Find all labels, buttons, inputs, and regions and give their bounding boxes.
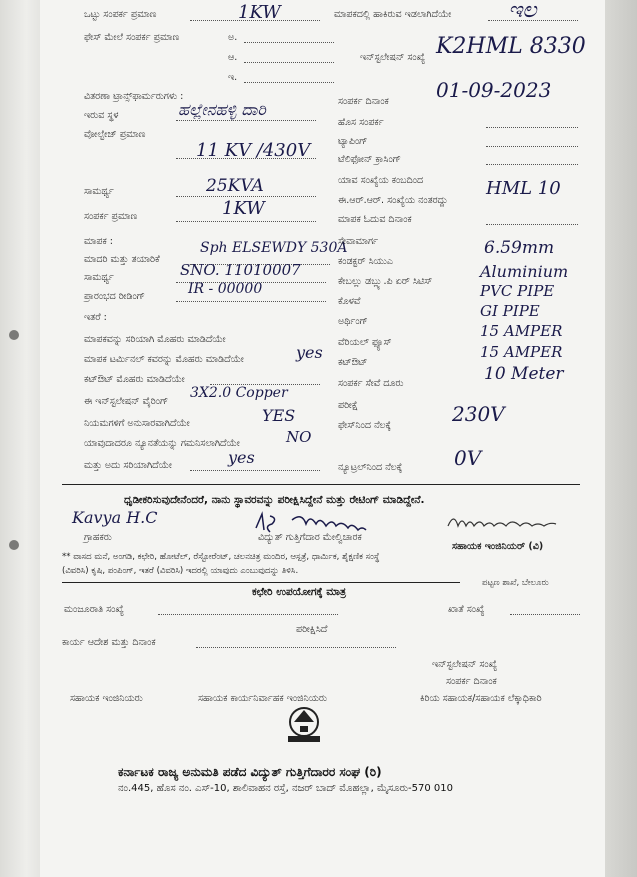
fill-line: [486, 127, 578, 128]
right-label: ಸಂಪರ್ಕ ದಿನಾಂಕ: [338, 96, 389, 107]
fill-line: [176, 301, 326, 302]
footer-title: ಕರ್ನಾಟಕ ರಾಜ್ಯ ಅನುಮತಿ ಪಡೆದ ವಿದ್ಯುತ್ ಗುತ್ತಿಗೆದಾರರ ಸಂಘ (ರಿ): [118, 765, 382, 779]
hw-meter-make: Sph ELSEWDY 530A: [200, 240, 348, 256]
hw-as-per-rules: YES: [262, 406, 296, 425]
left-label: ಇತರೆ :: [84, 312, 107, 323]
hw-phase-earth: 230V: [452, 402, 505, 426]
office-stamp: ಪಟ್ಟಣ ಶಾಖೆ, ಬೇಲೂರು: [482, 578, 549, 588]
note-line: ** ವಾಸದ ಮನೆ, ಅಂಗಡಿ, ಕಛೇರಿ, ಹೋಟೆಲ್, ರೆಸ್ಟೋರೆಂಟ್, ಚಲನಚಿತ್ರ ಮಂದಿರ, ಆಸ್ಪತ್ರೆ, ಧಾರ್ಮಿಕ, ಶೈಕ್ಷಣಿಕ ಸಂಸ್ಥೆ: [62, 552, 380, 562]
right-label: ನ್ಯೂಟ್ರಲ್‌ನಿಂದ ನೆಲಕ್ಕೆ: [338, 462, 403, 473]
hw-installation-no: K2HML 8330: [436, 34, 586, 59]
right-label: ಯಾವ ಸಂಖ್ಯೆಯ ಕಂಬದಿಂದ: [338, 175, 424, 186]
verified-label: ಪರೀಕ್ಷಿಸಿದೆ: [296, 624, 328, 635]
engineer-signature: [444, 510, 574, 536]
right-label: ವೆರಿಯಲ್ ಫ್ಯೂಸ್: [338, 337, 392, 348]
hw-location: ಹಲ್ಲೇನಹಳ್ಳಿ ದಾರಿ: [178, 100, 266, 119]
right-label: ಸಂಪರ್ಕ ಸೇವೆ ದೂರು: [338, 378, 404, 389]
consumer-signature: Kavya H.C: [72, 508, 158, 527]
association-emblem: [282, 704, 326, 744]
left-label: ಮತ್ತು ಅದು ಸರಿಯಾಗಿದೆಯೇ: [84, 460, 172, 471]
engineer-label: ಸಹಾಯಕ ಇಂಜಿನಿಯರ್ (ವಿ): [452, 541, 544, 552]
hw-cutout: 15 AMPER: [480, 343, 563, 361]
right-label: ಹೊಸ ಸಂಪರ್ಕ: [338, 117, 384, 128]
divider: [62, 484, 580, 485]
left-label: ಮಾಪಕವನ್ನು ಸರಿಯಾಗಿ ಮೊಹರು ಮಾಡಿದೆಯೇ: [84, 334, 226, 345]
declaration: ಧೃಡೀಕರಿಸುವುದೇನೆಂದರೆ, ನಾನು ಸ್ಥಾವರವನ್ನು ಪರೀಕ್ಷಿಸಿದ್ದೇನೆ ಮತ್ತು ರೇಟಿಂಗ್ ಮಾಡಿದ್ದೇನೆ.: [124, 494, 425, 506]
fill-line: [196, 647, 396, 648]
left-label: ಒಟ್ಟು ಸಂಪರ್ಕ ಪ್ರಮಾಣ: [84, 9, 157, 20]
office-use-title: ಕಛೇರಿ ಉಪಯೋಗಕ್ಕೆ ಮಾತ್ರ: [252, 586, 347, 598]
right-label: ಫೇಸ್‌ನಿಂದ ನೆಲಕ್ಕೆ: [338, 420, 392, 431]
hw-neutral-earth: 0V: [454, 446, 482, 470]
right-label: ಮಾಪಕ ಓದುವ ದಿನಾಂಕ: [338, 214, 412, 225]
sig-label: ಸಹಾಯಕ ಕಾರ್ಯನಿರ್ವಾಹಕ ಇಂಜಿನಿಯರು: [198, 693, 327, 704]
left-label: ಸಾಮರ್ಥ್ಯ: [84, 186, 114, 197]
right-label: ಈ.ಆರ್.ಆರ್. ಸಂಖ್ಯೆಯ ನಂತರದ್ದು: [338, 195, 448, 206]
right-label: ಟ್ಯಾಪಿಂಗ್: [338, 136, 368, 147]
hw-connection-date: 01-09-2023: [436, 78, 552, 102]
hw-initial-reading: IR - 00000: [188, 281, 263, 297]
page-edge: [605, 0, 637, 877]
right-label: ಅರ್ಥಿಂಗ್: [338, 316, 368, 327]
fill-line: [176, 196, 316, 197]
left-label: ನಿಯಮಗಳಿಗೆ ಅನುಸಾರವಾಗಿದೆಯೇ: [84, 418, 190, 429]
fill-line: [486, 164, 578, 165]
account-label: ಖಾತೆ ಸಂಖ್ಯೆ: [448, 604, 485, 615]
left-label: ಕಟ್‌ಔಟ್ ಮೊಹರು ಮಾಡಿದೆಯೇ: [84, 374, 185, 385]
right-label: ಮಾಪಕದಲ್ಲಿ ಹಾಕಿರುವ ಇಡಲಾಗಿದೆಯೇ: [334, 9, 452, 20]
punch-hole: [9, 330, 19, 340]
sig-label: ಸಹಾಯಕ ಇಂಜಿನಿಯರು: [70, 693, 143, 704]
left-label: ಯಾವುದಾದರೂ ನ್ಯೂನತೆಯನ್ನು ಗಮನಿಸಲಾಗಿದೆಯೇ: [84, 438, 240, 449]
divider: [62, 582, 460, 583]
hw-service-length: 10 Meter: [484, 364, 564, 384]
left-label: ಸಂಪರ್ಕ ಪ್ರಮಾಣ: [84, 211, 138, 222]
sub-label: ಇ.: [228, 72, 238, 83]
right-label: ಕೊಳವೆ: [338, 296, 361, 307]
left-label: ಮಾದರಿ ಮತ್ತು ತಯಾರಿಕೆ: [84, 254, 160, 265]
fill-line: [510, 614, 580, 615]
fill-line: [244, 42, 334, 43]
left-label: ಮಾಪಕ ಟರ್ಮಿನಲ್ ಕವರನ್ನು ಮೊಹರು ಮಾಡಿದೆಯೇ: [84, 354, 244, 365]
right-label: ಕೇಬಲ್ಲು ಡಬ್ಲ್ಯು.ಪಿ ಏರ್ ಸಿಟಿಸ್: [338, 276, 433, 287]
right-label: ಕಂಡಕ್ಟರ್ ಸಿಯುಎ: [338, 256, 393, 267]
right-label: ಇನ್‌ಸ್ಟಲೇಷನ್ ಸಂಖ್ಯೆ: [360, 52, 426, 63]
fill-line: [244, 62, 334, 63]
hw-defects: NO: [286, 428, 312, 446]
hw-connected-load: 1KW: [222, 198, 265, 219]
sig-label: ಕಿರಿಯ ಸಹಾಯಕ/ಸಹಾಯಕ ಲೆಕ್ಕಾಧಿಕಾರಿ: [420, 693, 542, 704]
hw-voltage: 11 KV /430V: [196, 140, 311, 161]
right-label: ಸೇವಾಮಾರ್ಗ: [338, 236, 379, 247]
hw-mark: ಇಲ: [508, 0, 537, 23]
left-label: ಇರುವ ಸ್ಥಳ: [84, 110, 119, 121]
hw-meter-capacity: SNO. 11010007: [180, 261, 301, 279]
installation-label: ಇನ್‌ಸ್ಟಲೇಷನ್ ಸಂಖ್ಯೆ: [432, 659, 498, 670]
hw-wiring: 3X2.0 Copper: [190, 385, 288, 401]
fill-line: [486, 146, 578, 147]
hw-correct: yes: [228, 448, 255, 467]
fill-line: [176, 120, 316, 121]
left-label: ಮಾಪಕ :: [84, 236, 113, 247]
connection-date-label: ಸಂಪರ್ಕ ದಿನಾಂಕ: [446, 676, 497, 687]
hw-pipe: PVC PIPE: [480, 282, 555, 300]
left-label: ವಿತರಣಾ ಟ್ರಾನ್ಸ್‌ಫಾರ್ಮರುಗಳು :: [84, 91, 184, 102]
contractor-label: ವಿದ್ಯುತ್ ಗುತ್ತಿಗೆದಾರ ಮೇಲ್ವಿಚಾರಕ: [258, 532, 362, 543]
hw-earthing: GI PIPE: [480, 302, 540, 320]
left-label: ವೋಲ್ಟೇಜ್ ಪ್ರಮಾಣ: [84, 129, 146, 140]
fill-line: [190, 470, 320, 471]
punch-hole: [9, 540, 19, 550]
note-line: (ವಿವರಿಸಿ) ಕೃಷಿ, ಪಂಪಿಂಗ್, ಇತರೆ (ವಿವರಿಸಿ) ಇದರಲ್ಲಿ ಯಾವುದು ಎಂಬುವುದನ್ನು ತಿಳಿಸಿ.: [62, 566, 299, 576]
right-label: ಪರೀಕ್ಷೆ: [338, 400, 358, 411]
sub-label: ಆ.: [228, 52, 238, 63]
hw-capacity: 25KVA: [206, 176, 264, 196]
fill-line: [244, 82, 334, 83]
fill-line: [486, 224, 578, 225]
left-label: ಪ್ರಾರಂಭದ ರೀಡಿಂಗ್: [84, 291, 145, 302]
consumer-label: ಗ್ರಾಹಕರು: [84, 532, 112, 543]
fill-line: [176, 158, 316, 159]
work-order-label: ಕಾರ್ಯ ಆದೇಶ ಮತ್ತು ದಿನಾಂಕ: [62, 637, 156, 648]
left-label: ಫೇಸ್ ಮೇಲೆ ಸಂಪರ್ಕ ಪ್ರಮಾಣ: [84, 32, 180, 43]
fill-line: [158, 614, 338, 615]
hw-fuse: 15 AMPER: [480, 322, 563, 340]
sub-label: ಅ.: [228, 32, 238, 43]
hw-seal-yes: yes: [296, 343, 323, 362]
hw-err-after: HML 10: [486, 178, 561, 199]
hw-conductor: 6.59mm: [484, 238, 555, 258]
footer-address: ನಂ.445, ಹೊಸ ನಂ. ಎಸ್-10, ಶಾಲಿವಾಹನ ರಸ್ತೆ, ನಜರ್ ಬಾದ್ ಮೊಹಲ್ಲಾ, ಮೈಸೂರು-570 010: [118, 783, 454, 794]
right-label: ಟೆಲಿಫೋನ್ ಕ್ರಾಸಿಂಗ್: [338, 154, 401, 165]
fill-line: [176, 221, 316, 222]
left-label: ಸಾಮರ್ಥ್ಯ: [84, 272, 114, 283]
left-label: ಈ ಇನ್‌ಸ್ಟಲೇಷನ್ ವೈರಿಂಗ್: [84, 396, 169, 407]
sanction-label: ಮಂಜೂರಾತಿ ಸಂಖ್ಯೆ: [64, 604, 124, 615]
binder-strip: [0, 0, 44, 877]
right-label: ಕಟ್‌ಔಟ್: [338, 357, 368, 368]
hw-total-load: 1KW: [238, 2, 281, 23]
hw-cable: Aluminium: [480, 262, 569, 281]
